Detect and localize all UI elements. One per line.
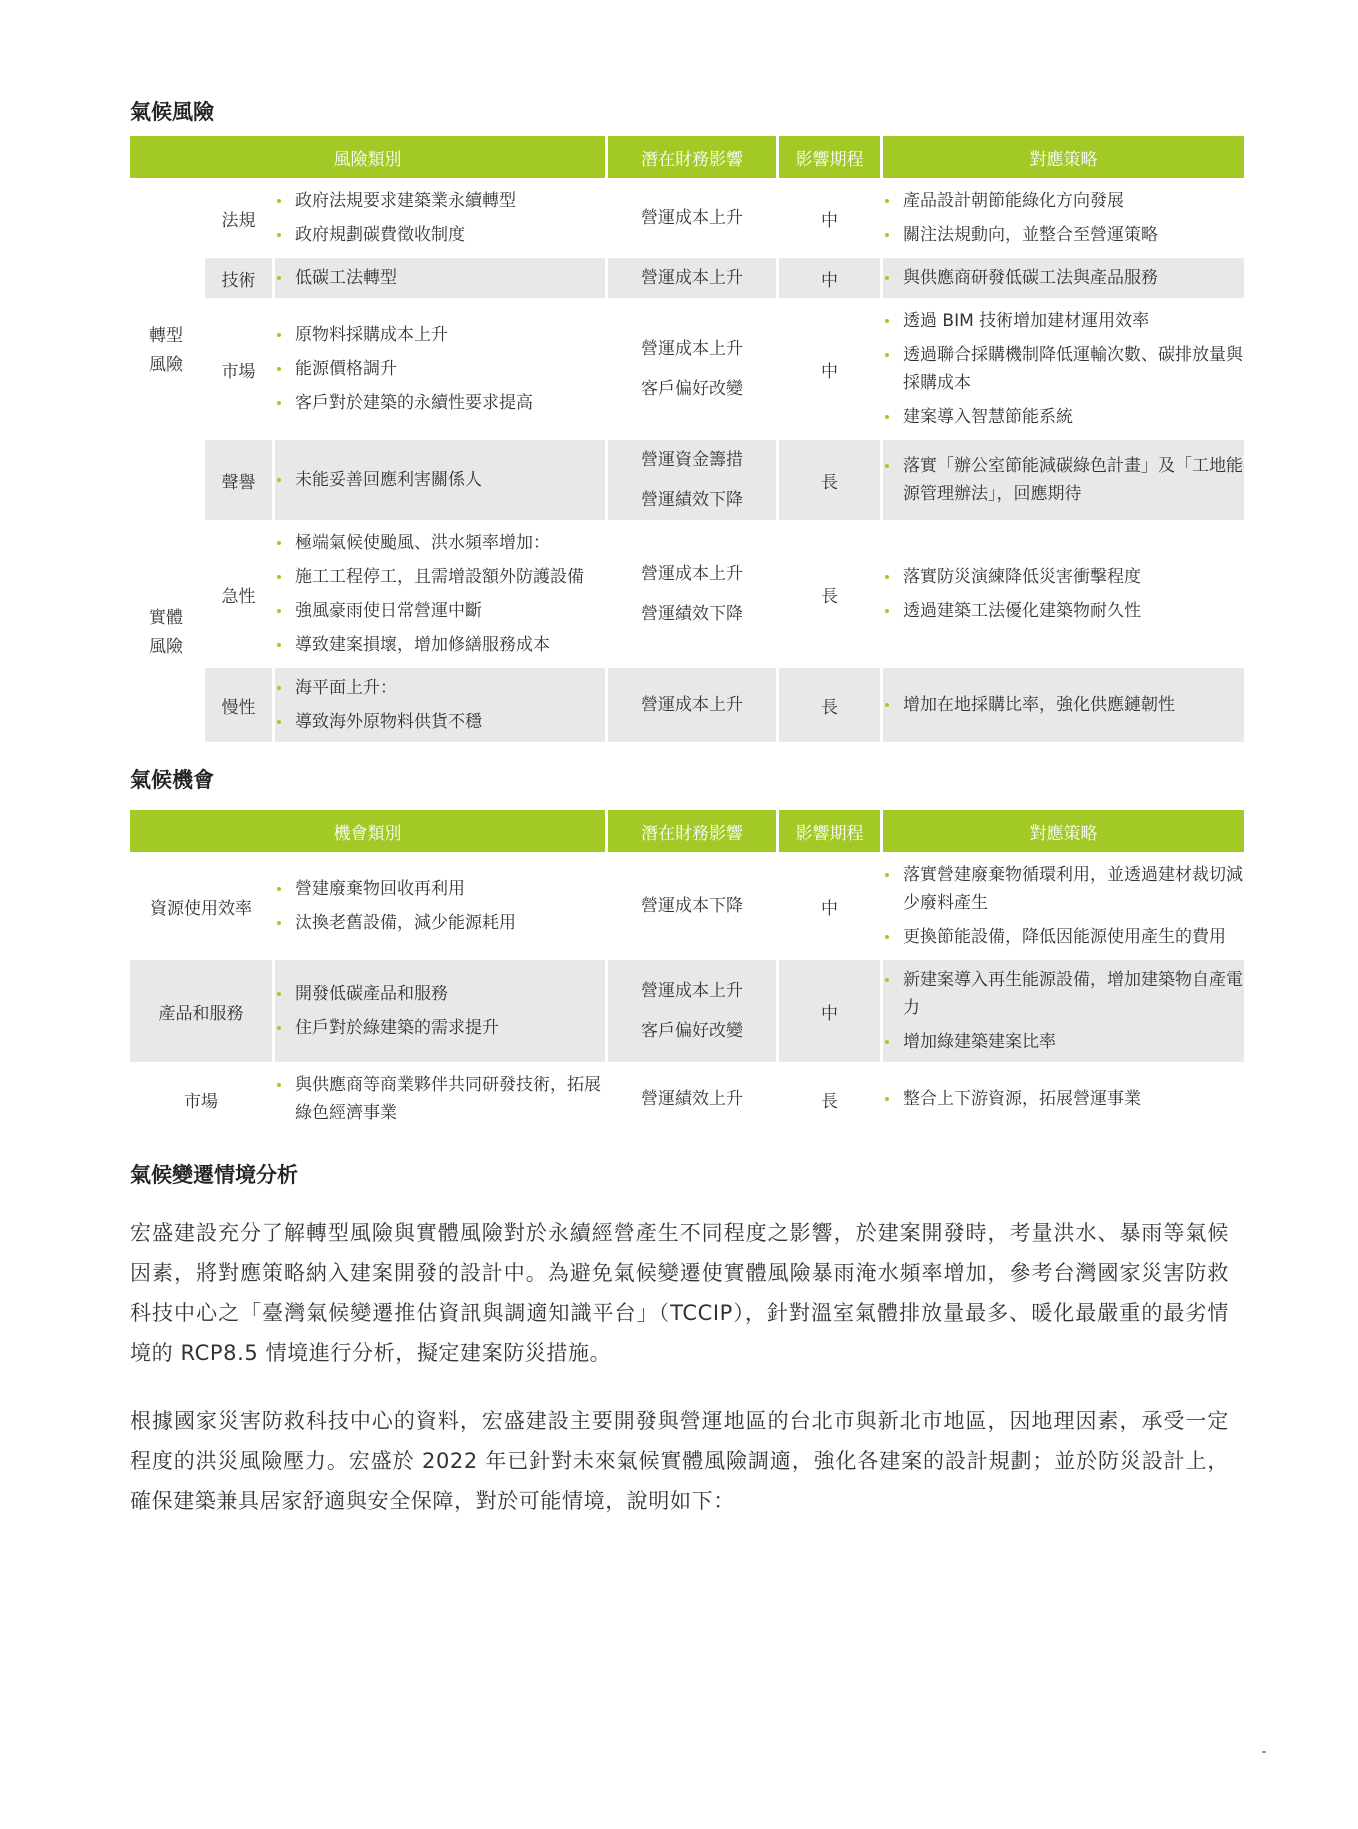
strategy-list: 落實防災演練降低災害衝擊程度 透過建築工法優化建築物耐久性 xyxy=(883,563,1244,625)
impact-period: 中 xyxy=(779,852,880,957)
opportunity-impact-header: 潛在財務影響 xyxy=(608,810,776,852)
opportunity-items: 開發低碳產品和服務 住戶對於綠建築的需求提升 xyxy=(275,980,605,1042)
risk-category-header: 風險類別 xyxy=(130,136,605,178)
financial-impact: 營運資金籌措 營運績效下降 xyxy=(608,437,776,520)
strategy-list: 增加在地採購比率，強化供應鏈韌性 xyxy=(883,691,1244,719)
table-row xyxy=(130,520,1244,665)
risk-items: 海平面上升： 導致海外原物料供貨不穩 xyxy=(275,674,605,736)
opportunity-period-header: 影響期程 xyxy=(779,810,880,852)
risk-subcategory: 急性 xyxy=(205,520,272,665)
impact-period: 長 xyxy=(779,665,880,742)
opportunity-category-header: 機會類別 xyxy=(130,810,605,852)
strategy-list: 新建案導入再生能源設備，增加建築物自產電力 增加綠建築建案比率 xyxy=(883,966,1244,1056)
climate-risk-title: 氣候風險 xyxy=(130,100,214,124)
impact-period: 中 xyxy=(779,298,880,437)
strategy-list: 落實「辦公室節能減碳綠色計畫」及「工地能源管理辦法」，回應期待 xyxy=(883,452,1244,508)
table-row xyxy=(130,1062,1244,1133)
risk-strategy-header: 對應策略 xyxy=(883,136,1244,178)
financial-impact: 營運成本上升 營運績效下降 xyxy=(608,520,776,665)
risk-subcategory: 慢性 xyxy=(205,665,272,742)
risk-subcategory: 法規 xyxy=(205,178,272,255)
financial-impact: 營運績效上升 xyxy=(608,1062,776,1133)
financial-impact: 營運成本上升 xyxy=(608,665,776,742)
risk-items: 未能妥善回應利害關係人 xyxy=(275,466,605,494)
strategy-list: 落實營建廢棄物循環利用，並透過建材裁切減少廢料產生 更換節能設備，降低因能源使用產生的費用 xyxy=(883,861,1244,951)
risk-subcategory: 技術 xyxy=(205,255,272,298)
risk-items: 政府法規要求建築業永續轉型 政府規劃碳費徵收制度 xyxy=(275,187,605,249)
table-row xyxy=(130,178,1244,255)
table-row xyxy=(130,255,1244,298)
risk-items: 原物料採購成本上升 能源價格調升 客戶對於建築的永續性要求提高 xyxy=(275,321,605,417)
risk-impact-header: 潛在財務影響 xyxy=(608,136,776,178)
opportunity-category: 資源使用效率 xyxy=(130,852,272,957)
opportunity-items: 營建廢棄物回收再利用 汰換老舊設備，減少能源耗用 xyxy=(275,875,605,937)
impact-period: 長 xyxy=(779,520,880,665)
risk-subcategory: 聲譽 xyxy=(205,437,272,520)
transition-risk-label: 轉型 風險 xyxy=(130,178,202,520)
financial-impact: 營運成本上升 xyxy=(608,178,776,255)
risk-period-header: 影響期程 xyxy=(779,136,880,178)
risk-items: 極端氣候使颱風、洪水頻率增加： 施工工程停工，且需增設額外防護設備 強風豪雨使日常營運中斷 導致建案損壞，增加修繕服務成本 xyxy=(275,529,605,659)
table-row xyxy=(130,852,1244,957)
strategy-list: 整合上下游資源，拓展營運事業 xyxy=(883,1085,1244,1113)
scenario-paragraph: 宏盛建設充分了解轉型風險與實體風險對於永續經營產生不同程度之影響，於建案開發時，考量洪水、暴雨等氣候因素，將對應策略納入建案開發的設計中。為避免氣候變遷使實體風險暴雨淹水頻率增加，參考台灣國家災害防救科技中心之「臺灣氣候變遷推估資訊與調適知識平台」（TCCIP），針對溫室氣體排放量最多、暖化最嚴重的最劣情境的 RCP8.5 情境進行分析，擬定建案防災措施。 xyxy=(130,1221,1229,1365)
table-row xyxy=(130,957,1244,1062)
impact-period: 長 xyxy=(779,1062,880,1133)
impact-period: 長 xyxy=(779,437,880,520)
opportunity-strategy-header: 對應策略 xyxy=(883,810,1244,852)
scenario-paragraph: 根據國家災害防救科技中心的資料，宏盛建設主要開發與營運地區的台北市與新北市地區，因地理因素，承受一定程度的洪災風險壓力。宏盛於 2022 年已針對未來氣候實體風險調適，強化各建案的設計規劃；並於防災設計上，確保建築兼具居家舒適與安全保障，對於可能情境，說明如下： xyxy=(130,1409,1229,1513)
financial-impact: 營運成本上升 xyxy=(608,255,776,298)
table-row xyxy=(130,437,1244,520)
financial-impact: 營運成本上升 客戶偏好改變 xyxy=(608,957,776,1062)
opportunity-items: 與供應商等商業夥伴共同研發技術，拓展綠色經濟事業 xyxy=(275,1071,605,1127)
table-row xyxy=(130,298,1244,437)
climate-opportunity-table xyxy=(127,810,1247,1133)
impact-period: 中 xyxy=(779,255,880,298)
climate-opportunity-title: 氣候機會 xyxy=(130,768,214,792)
financial-impact: 營運成本下降 xyxy=(608,852,776,957)
strategy-list: 透過 BIM 技術增加建材運用效率 透過聯合採購機制降低運輸次數、碳排放量與採購成本 建案導入智慧節能系統 xyxy=(883,307,1244,431)
climate-risk-table xyxy=(127,136,1247,742)
physical-risk-label: 實體 風險 xyxy=(130,520,202,742)
page-marker xyxy=(1262,1751,1266,1753)
impact-period: 中 xyxy=(779,957,880,1062)
strategy-list: 產品設計朝節能綠化方向發展 關注法規動向，並整合至營運策略 xyxy=(883,187,1244,249)
financial-impact: 營運成本上升 客戶偏好改變 xyxy=(608,298,776,437)
strategy-list: 與供應商研發低碳工法與產品服務 xyxy=(883,264,1244,292)
table-row xyxy=(130,665,1244,742)
scenario-analysis-title: 氣候變遷情境分析 xyxy=(130,1163,298,1187)
opportunity-category: 產品和服務 xyxy=(130,957,272,1062)
risk-items: 低碳工法轉型 xyxy=(275,264,605,292)
risk-subcategory: 市場 xyxy=(205,298,272,437)
impact-period: 中 xyxy=(779,178,880,255)
page-content xyxy=(130,92,1244,1521)
opportunity-category: 市場 xyxy=(130,1062,272,1133)
